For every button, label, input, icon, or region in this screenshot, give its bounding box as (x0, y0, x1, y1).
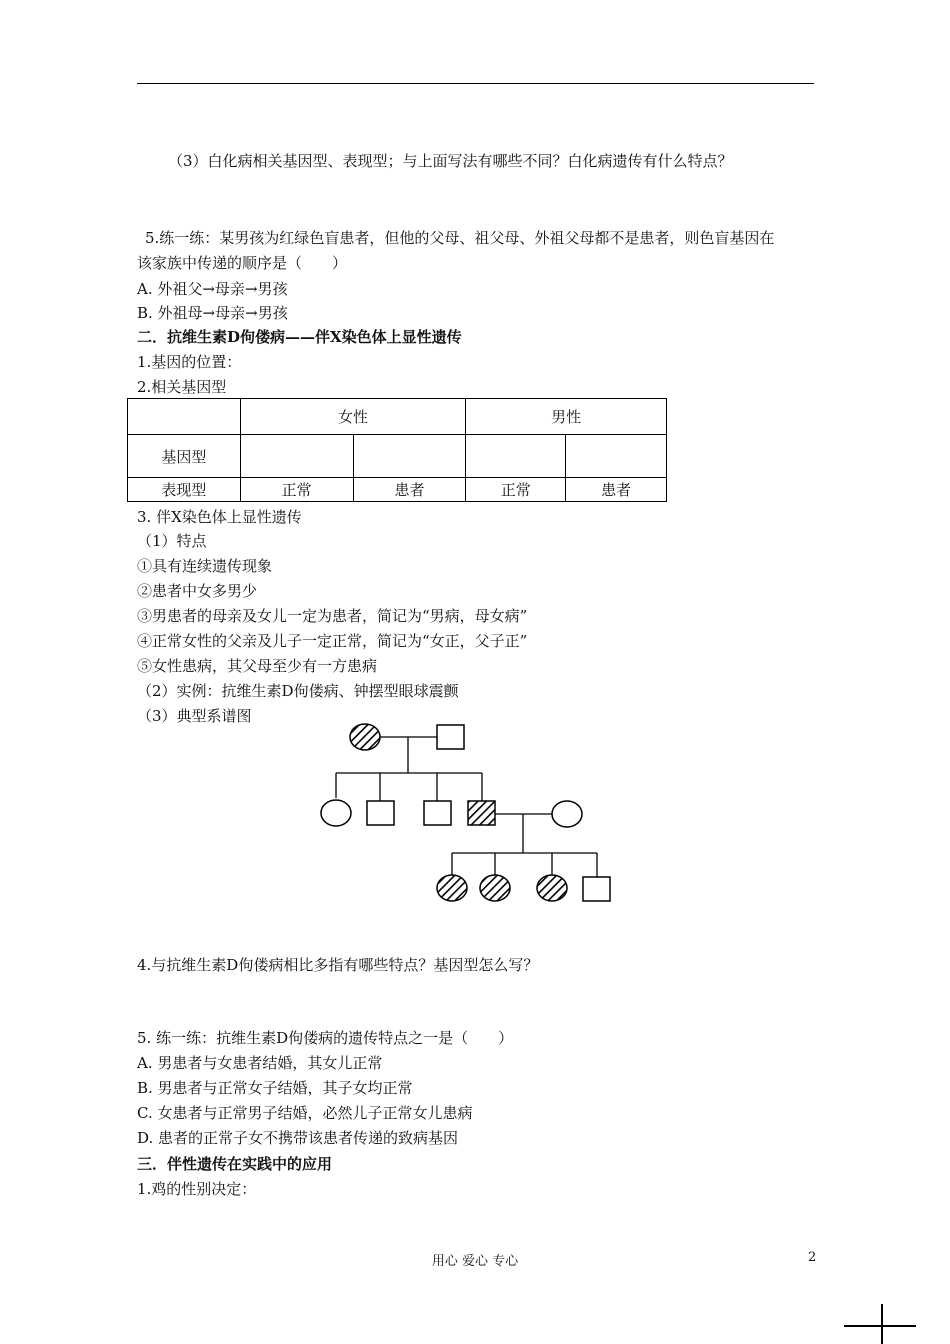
q3-albinism: （3）白化病相关基因型、表现型；与上面写法有哪些不同？白化病遗传有什么特点？ (168, 152, 733, 170)
q5-option: C. 女患者与正常男子结婚，必然儿子正常女儿患病 (137, 1104, 473, 1122)
affected-female-symbol (437, 875, 467, 901)
table-corner-cell (128, 399, 241, 435)
table-cell-blank (466, 435, 566, 478)
crop-mark (844, 1325, 916, 1327)
table-cell-blank (566, 435, 667, 478)
normal-female-symbol (552, 801, 582, 827)
normal-female-symbol (321, 800, 351, 826)
examples: （2）实例：抗维生素D佝偻病、钟摆型眼球震颤 (137, 682, 459, 700)
pedigree-diagram (300, 715, 620, 910)
section2-title: 二．抗维生素D佝偻病——伴X染色体上显性遗传 (137, 328, 462, 346)
normal-male-symbol (367, 801, 394, 825)
q4-polydactyly: 4.与抗维生素D佝偻病相比多指有哪些特点？基因型怎么写？ (137, 956, 539, 974)
section2-item1: 1.基因的位置： (137, 353, 242, 371)
section3-title: 三．伴性遗传在实践中的应用 (137, 1155, 333, 1173)
pedigree-title: （3）典型系谱图 (137, 707, 252, 725)
q5-colorblind-option-a: A. 外祖父→母亲→男孩 (137, 280, 288, 298)
table-cell-male-patient: 患者 (566, 478, 667, 502)
affected-female-symbol (350, 724, 380, 750)
q5-colorblind-stem-1: 5.练一练：某男孩为红绿色盲患者，但他的父母、祖父母、外祖父母都不是患者，则色盲基因在 (145, 229, 775, 247)
normal-male-symbol (424, 801, 451, 825)
normal-male-symbol (437, 725, 464, 749)
feature-item: ①具有连续遗传现象 (137, 557, 273, 575)
table-header-female: 女性 (240, 399, 466, 435)
page-number: 2 (808, 1250, 817, 1265)
affected-female-symbol (480, 875, 510, 901)
section2-item2: 2.相关基因型 (137, 378, 227, 396)
section3-item1: 1.鸡的性别决定： (137, 1180, 257, 1198)
features-title: （1）特点 (137, 532, 207, 550)
table-header-male: 男性 (466, 399, 667, 435)
feature-item: ④正常女性的父亲及儿子一定正常，简记为“女正，父子正” (137, 632, 528, 650)
feature-item: ③男患者的母亲及女儿一定为患者，简记为“男病，母女病” (137, 607, 528, 625)
crop-mark (881, 1304, 883, 1344)
table-cell-male-normal: 正常 (466, 478, 566, 502)
feature-item: ②患者中女多男少 (137, 582, 258, 600)
q5-option: A. 男患者与女患者结婚，其女儿正常 (137, 1054, 383, 1072)
table-cell-blank (240, 435, 353, 478)
feature-item: ⑤女性患病，其父母至少有一方患病 (137, 657, 378, 675)
q5-option: B. 男患者与正常女子结婚，其子女均正常 (137, 1079, 413, 1097)
q5-stem: 5. 练一练：抗维生素D佝偻病的遗传特点之一是（ ） (137, 1029, 514, 1047)
q5-colorblind-option-b: B. 外祖母→母亲→男孩 (137, 304, 288, 322)
normal-male-symbol (583, 877, 610, 901)
footer-slogan: 用心 爱心 专心 (431, 1254, 519, 1269)
table-row-phenotype-label: 表现型 (128, 478, 241, 502)
table-row-genotype-label: 基因型 (128, 435, 241, 478)
affected-female-symbol (537, 875, 567, 901)
section2-item3: 3. 伴X染色体上显性遗传 (137, 508, 302, 526)
table-cell-female-patient: 患者 (353, 478, 466, 502)
genotype-table (127, 398, 667, 502)
q5-option: D. 患者的正常子女不携带该患者传递的致病基因 (137, 1129, 459, 1147)
table-cell-blank (353, 435, 466, 478)
header-rule (137, 83, 814, 84)
table-cell-female-normal: 正常 (240, 478, 353, 502)
affected-male-symbol (468, 801, 495, 825)
q5-colorblind-stem-2: 该家族中传递的顺序是（ ） (137, 254, 348, 272)
